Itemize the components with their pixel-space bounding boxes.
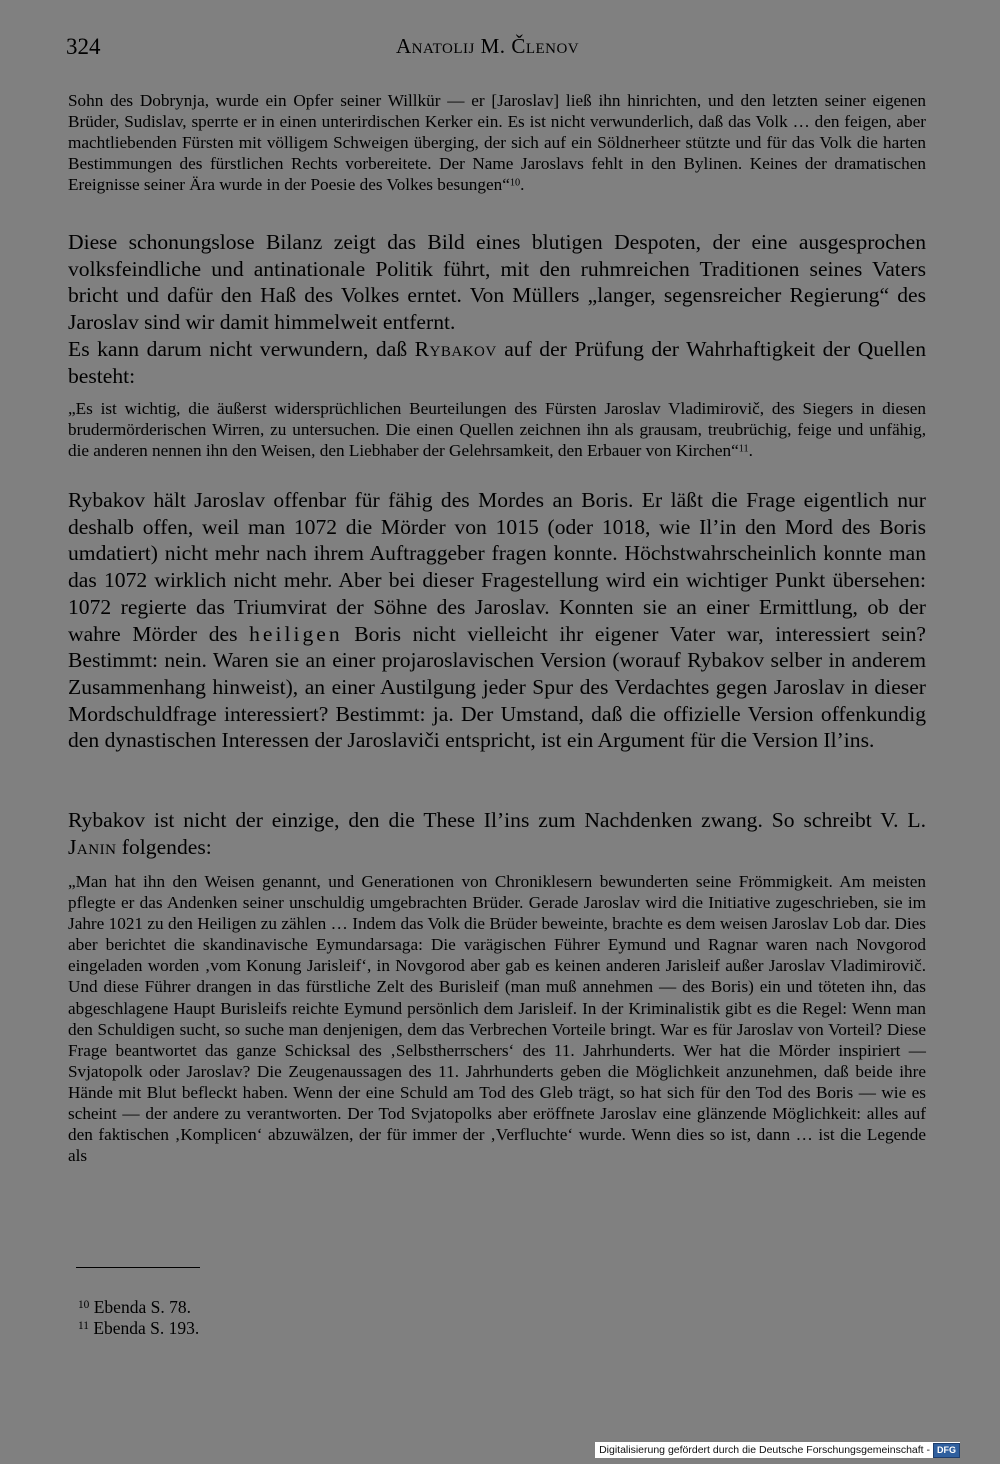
footnote-text: Ebenda S. 78. (89, 1297, 191, 1317)
footnote-11 (78, 1318, 199, 1339)
paragraph-2-after: auf der Prüfung der Wahrhaftigkeit der Quellen besteht: (68, 337, 927, 388)
page-number: 324 (66, 34, 101, 59)
paragraph-4 (68, 807, 926, 860)
block-quote-3: „Man hat ihn den Weisen genannt, und Generationen von Chroniklesern bewunderten seine Frömmigkeit. Am meisten pflegte er das Andenken seiner unschuldig umgebrachten Brüder. Gerade Jaroslav wird die Initiative zugeschrieben, sie im Jahre 1021 zu den Heiligen zu zählen … Indem das Volk die Brüder beweinte, brachte es dem weisen Jaroslav Lob dar. Dies aber berichtet die skandinavische Eymundarsaga: Die varägischen Führer Eymund und Ragnar waren nach Novgorod eingeladen worden ‚vom Konung Jarisleif‘, in Novgorod aber gab es keinen anderen Jarisleif außer Jaroslav Vladimirovič. Und diese Führer drangen in das fürstliche Zelt des Burisleif (man muß annehmen — des Boris) ein und töteten ihn, das abgeschlagene Haupt Burisleifs reichte Eymund persönlich dem Jarisleif. In der Kriminalistik gibt es die Regel: Wenn man den Schuldigen sucht, so suche man denjenigen, dem das Verbrechen Vorteile bringt. War es für Jaroslav von Vorteil? Diese Frage beantwortet das ganze Schicksal des ‚Selbstherrschers‘ des 11. Jahrhunderts. Wer hat die Mörder inspiriert — Svjatopolk oder Jaroslav? Die Zeugenaussagen des 11. Jahrhunderts geben die Möglichkeit anzunehmen, daß beide ihre Hände mit Blut befleckt haben. Wenn der eine Schuld am Tod des Gleb trägt, so hat sich für den Tod des Boris — wie es scheint — der andere zu verantworten. Der Tod Svjatopolks aber eröffnete Jaroslav eine glänzende Möglichkeit: alles auf den faktischen ‚Komplicen‘ abzuwälzen, der für immer der ‚Verfluchte‘ wurde. Wenn dies so ist, dann … ist die Legende als (68, 872, 926, 1166)
paragraph-1: Diese schonungslose Bilanz zeigt das Bild eines blutigen Despoten, der eine ausgesprochen volksfeindliche und antinationale Politik führt, mit den ruhmreichen Traditionen seines Vaters bricht und dafür den Haß des Volkes erntet. Von Müllers „langer, segensreicher Regierung“ des Jaroslav sind wir damit himmelweit entfernt. (68, 230, 926, 335)
paragraph-4-after: folgendes: (116, 834, 212, 859)
block-quote-1 (68, 90, 926, 195)
running-head (396, 34, 579, 59)
paragraph-2 (68, 336, 926, 389)
footnote-text: Ebenda S. 193. (88, 1318, 200, 1338)
emphasized-word: heiligen (249, 621, 343, 646)
footnote-ref-10[interactable]: 10 (509, 177, 521, 189)
credit-text: Digitalisierung gefördert durch die Deutsche Forschungsgemeinschaft - (599, 1444, 930, 1456)
quote-1-text: Sohn des Dobrynja, wurde ein Opfer seiner Willkür — er [Jaroslav] ließ ihn hinrichten, und den letzten seiner eigenen Brüder, Sudislav, sperrte er in einen unterirdischen Kerker ein. Es ist nicht verwunderlich, daß das Volk … den feigen, aber machtliebenden Fürsten mit völligem Schweigen überging, der sich auf ein Söldnerheer stützte und für das Volk die harten Bestimmungen des fürstlichen Rechts vorbereitete. Der Name Jaroslavs fehlt in den Bylinen. Keines der dramatischen Ereignisse seiner Ära wurde in der Poesie des Volkes besungen“ (68, 91, 926, 195)
footnote-number: 10 (78, 1298, 90, 1311)
paragraph-3 (68, 487, 926, 754)
digitization-credit[interactable] (595, 1442, 960, 1458)
paragraph-2-before: Es kann darum nicht verwundern, daß (68, 337, 415, 361)
footnote-divider (76, 1267, 200, 1268)
footnote-number: 11 (78, 1319, 89, 1332)
running-head-author-first: Anatolij M. (396, 34, 512, 58)
quote-2-end: . (748, 441, 753, 461)
quote-2-text: „Es ist wichtig, die äußerst widersprüchlichen Beurteilungen des Fürsten Jaroslav Vladimirovič, des Siegers in diesen brudermörderischen Wirren, zu untersuchen. Die einen Quellen zeichnen ihn als grausam, treubrüchig, feige und unfähig, die anderen nennen ihn den Weisen, den Liebhaber der Gelehrsamkeit, den Erbauer von Kirchen“ (68, 399, 926, 461)
footnote-10 (78, 1297, 199, 1318)
footnote-ref-11[interactable]: 11 (738, 443, 749, 455)
dfg-logo-icon: DFG (933, 1443, 960, 1458)
running-head-author-last: Členov (511, 34, 580, 58)
author-name-janin: Janin (68, 834, 117, 859)
quote-1-end: . (520, 175, 525, 195)
footnotes (78, 1297, 199, 1339)
paragraph-3-before: Rybakov hält Jaroslav offenbar für fähig des Mordes an Boris. Er läßt die Frage eigentlich nur deshalb offen, weil man 1072 die Mörder von 1015 (oder 1018, wie Il’in den Mord des Boris umdatiert) nicht mehr nach ihrem Auftraggeber fragen konnte. Höchstwahrscheinlich konnte man das 1072 wirklich nicht mehr. Aber bei dieser Fragestellung wird ein wichtiger Punkt übersehen: 1072 regierte das Triumvirat der Söhne des Jaroslav. Konnten sie an einer Ermittlung, ob der wahre Mörder des (68, 488, 926, 646)
author-name-rybakov: Rybakov (414, 337, 497, 361)
block-quote-2 (68, 398, 926, 461)
paragraph-4-before: Rybakov ist nicht der einzige, den die These Il’ins zum Nachdenken zwang. So schreibt V. L. (68, 808, 926, 832)
paragraph-3-after: Boris nicht vielleicht ihr eigener Vater war, interessiert sein? Bestimmt: nein. Waren sie an einer projaroslavischen Version (worauf Rybakov selber in anderem Zusammenhang hinweist), an einer Austilgung jeder Spur des Verdachtes gegen Jaroslav in dieser Mordschuldfrage interessiert? Bestimmt: ja. Der Umstand, daß die offizielle Version offenkundig den dynastischen Interessen der Jaroslaviči entspricht, ist ein Argument für die Version Il’ins. (68, 621, 926, 753)
